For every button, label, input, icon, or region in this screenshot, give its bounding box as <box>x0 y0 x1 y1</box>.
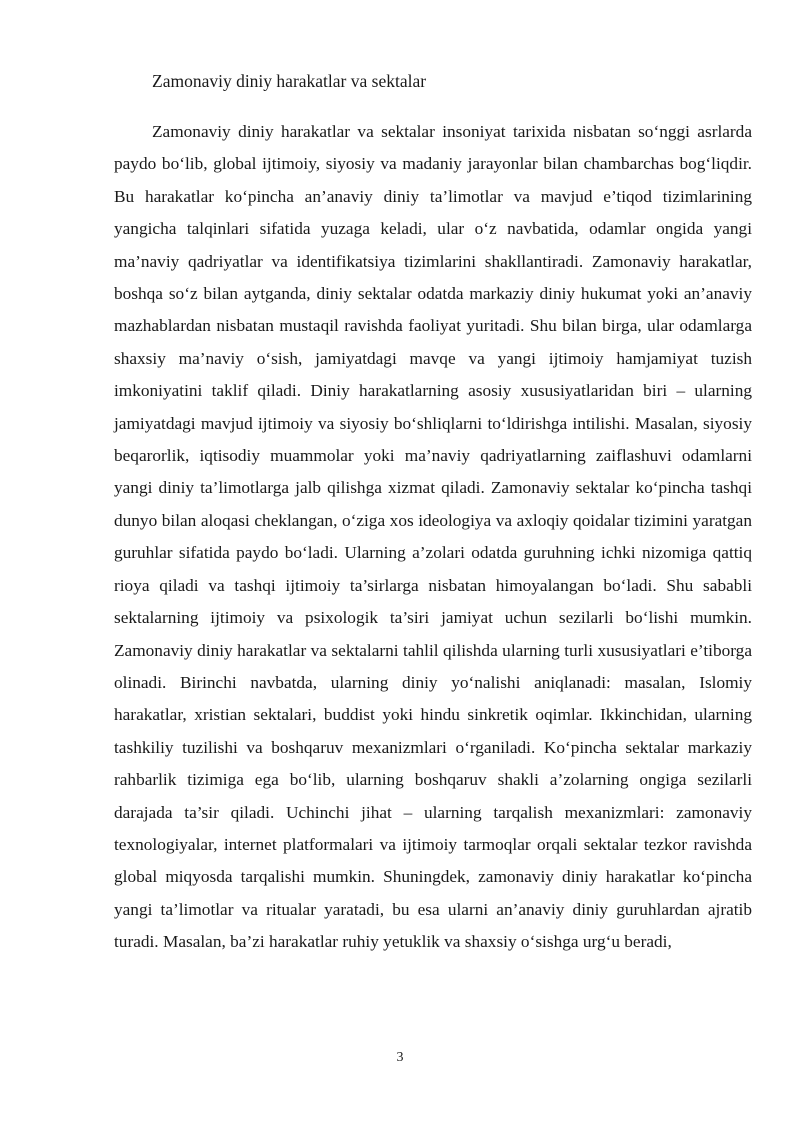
section-heading: Zamonaviy diniy harakatlar va sektalar <box>152 71 427 91</box>
body-paragraph: Zamonaviy diniy harakatlar va sektalar insoniyat tarixida nisbatan so‘nggi asrlarda paydo bo‘lib, global ijtimoiy, siyosiy va madaniy jarayonlar bilan chambarchas bog‘liqdir. Bu harakatlar ko‘pincha an’anaviy diniy ta’limotlar va mavjud e’tiqod tizimlarining yangicha talqinlari sifatida yuzaga keladi, ular o‘z navbatida, odamlar ongida yangi ma’naviy qadriyatlar va identifikatsiya tizimlarini shakllantiradi. Zamonaviy harakatlar, boshqa so‘z bilan aytganda, diniy sektalar odatda markaziy diniy hukumat yoki an’anaviy mazhablardan nisbatan mustaqil ravishda faoliyat yuritadi. Shu bilan birga, ular odamlarga shaxsiy ma’naviy o‘sish, jamiyatdagi mavqe va yangi ijtimoiy hamjamiyat tuzish imkoniyatini taklif qiladi. Diniy harakatlarning asosiy xususiyatlaridan biri – ularning jamiyatdagi mavjud ijtimoiy va siyosiy bo‘shliqlarni to‘ldirishga intilishi. Masalan, siyosiy beqarorlik, iqtisodiy muammolar yoki ma’naviy qadriyatlarning zaiflashuvi odamlarni yangi diniy ta’limotlarga jalb qilishga xizmat qiladi. Zamonaviy sektalar ko‘pincha tashqi dunyo bilan aloqasi cheklangan, o‘ziga xos ideologiya va axloqiy qoidalar tizimini yaratgan guruhlar sifatida paydo bo‘ladi. Ularning a’zolari odatda guruhning ichki nizomiga qattiq rioya qiladi va tashqi ijtimoiy ta’sirlarga nisbatan himoyalangan bo‘ladi. Shu sababli sektalarning ijtimoiy va psixologik ta’siri jamiyat uchun sezilarli bo‘lishi mumkin. Zamonaviy diniy harakatlar va sektalarni tahlil qilishda ularning turli xususiyatlari e’tiborga olinadi. Birinchi navbatda, ularning diniy yo‘nalishi aniqlanadi: masalan, Islomiy harakatlar, xristian sektalari, buddist yoki hindu sinkretik oqimlar. Ikkinchidan, ularning tashkiliy tuzilishi va boshqaruv mexanizmlari o‘rganiladi. Ko‘pincha sektalar markaziy rahbarlik tizimiga ega bo‘lib, ularning boshqaruv shakli a’zolarning ongiga sezilarli darajada ta’sir qiladi. Uchinchi jihat – ularning tarqalish mexanizmlari: zamonaviy texnologiyalar, internet platformalari va ijtimoiy tarmoqlar orqali sektalar tezkor ravishda global miqyosda tarqalishi mumkin. Shuningdek, zamonaviy diniy harakatlar ko‘pincha yangi ta’limotlar va ritualar yaratadi, bu esa ularni an’anaviy diniy guruhlardan ajratib turadi. Masalan, ba’zi harakatlar ruhiy yetuklik va shaxsiy o‘sishga urg‘u beradi, <box>114 122 752 952</box>
page-number: 3 <box>396 1050 404 1065</box>
